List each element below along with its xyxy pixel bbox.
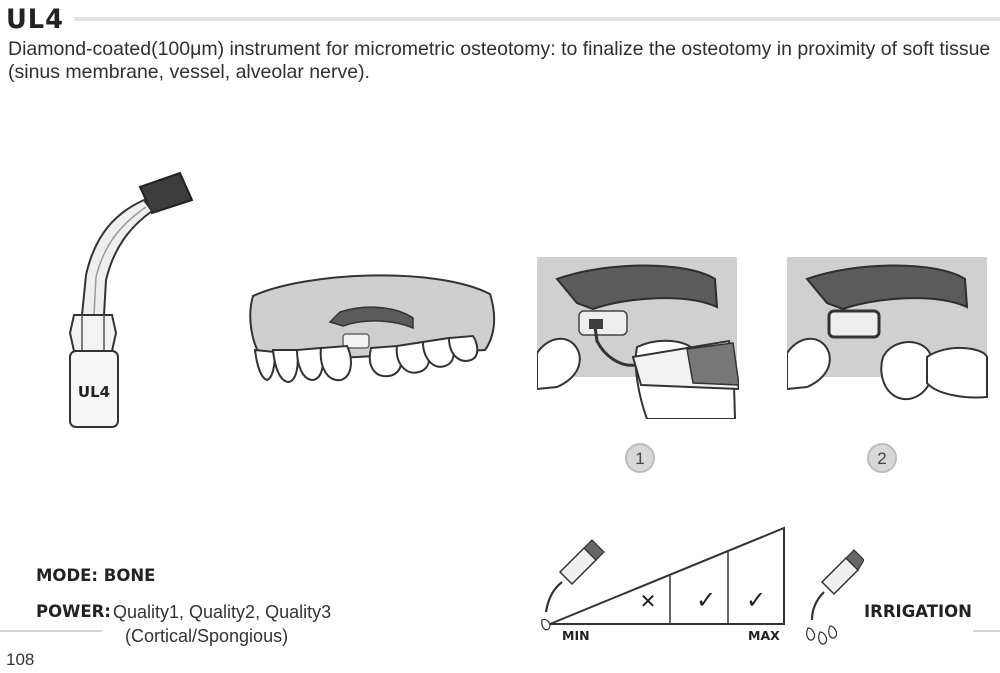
tip-shaft: [82, 200, 152, 315]
tooth-shape: [787, 339, 830, 389]
step2-badge: [866, 442, 898, 474]
max-label: MAX: [748, 628, 780, 643]
title-rule: [74, 17, 1000, 21]
jaw-overview-illustration: [245, 266, 500, 386]
footer-rule: [973, 630, 1000, 632]
step2-illustration: [787, 257, 989, 417]
irrigation-icon: [800, 544, 864, 652]
check-mark-icon: ✓: [745, 586, 767, 614]
osteotomy-window: [829, 311, 879, 337]
hex-nut: [70, 315, 116, 351]
x-mark-icon: ✕: [639, 589, 657, 613]
water-drop-icon: [829, 626, 837, 638]
water-drop-icon: [819, 632, 827, 644]
step-number: 1: [635, 449, 645, 468]
description: Diamond-coated(100μm) instrument for micrometric osteotomy: to finalize the osteotomy in proximity of soft tissue (sinus membrane, vessel, alveolar nerve).: [8, 38, 991, 83]
check-mark-icon: ✓: [695, 586, 717, 614]
power-scale: [530, 524, 790, 650]
tooth-shape: [537, 339, 580, 389]
water-drop-icon: [807, 628, 815, 640]
footer-rule: [0, 630, 102, 632]
step-number: 2: [877, 449, 887, 468]
min-label: MIN: [562, 628, 590, 643]
power-label: POWER:: [36, 602, 111, 621]
page-number: 108: [6, 650, 35, 669]
tooth-shape: [927, 348, 987, 398]
handpiece-grip: [687, 343, 739, 385]
page-title: UL4: [6, 4, 64, 35]
tip-label: UL4: [77, 383, 111, 401]
power-values: Quality1, Quality2, Quality3: [113, 602, 332, 622]
ul4-tip-illustration: [60, 165, 200, 435]
mode-setting: MODE: BONE: [36, 566, 156, 585]
step1-badge: [624, 442, 656, 474]
tooth-shape: [881, 342, 933, 399]
water-drop-icon: [542, 619, 550, 629]
tip-insert: [589, 319, 603, 329]
step1-illustration: [537, 257, 739, 419]
power-note: (Cortical/Spongious): [125, 626, 289, 646]
irrigation-label: IRRIGATION: [864, 602, 972, 621]
